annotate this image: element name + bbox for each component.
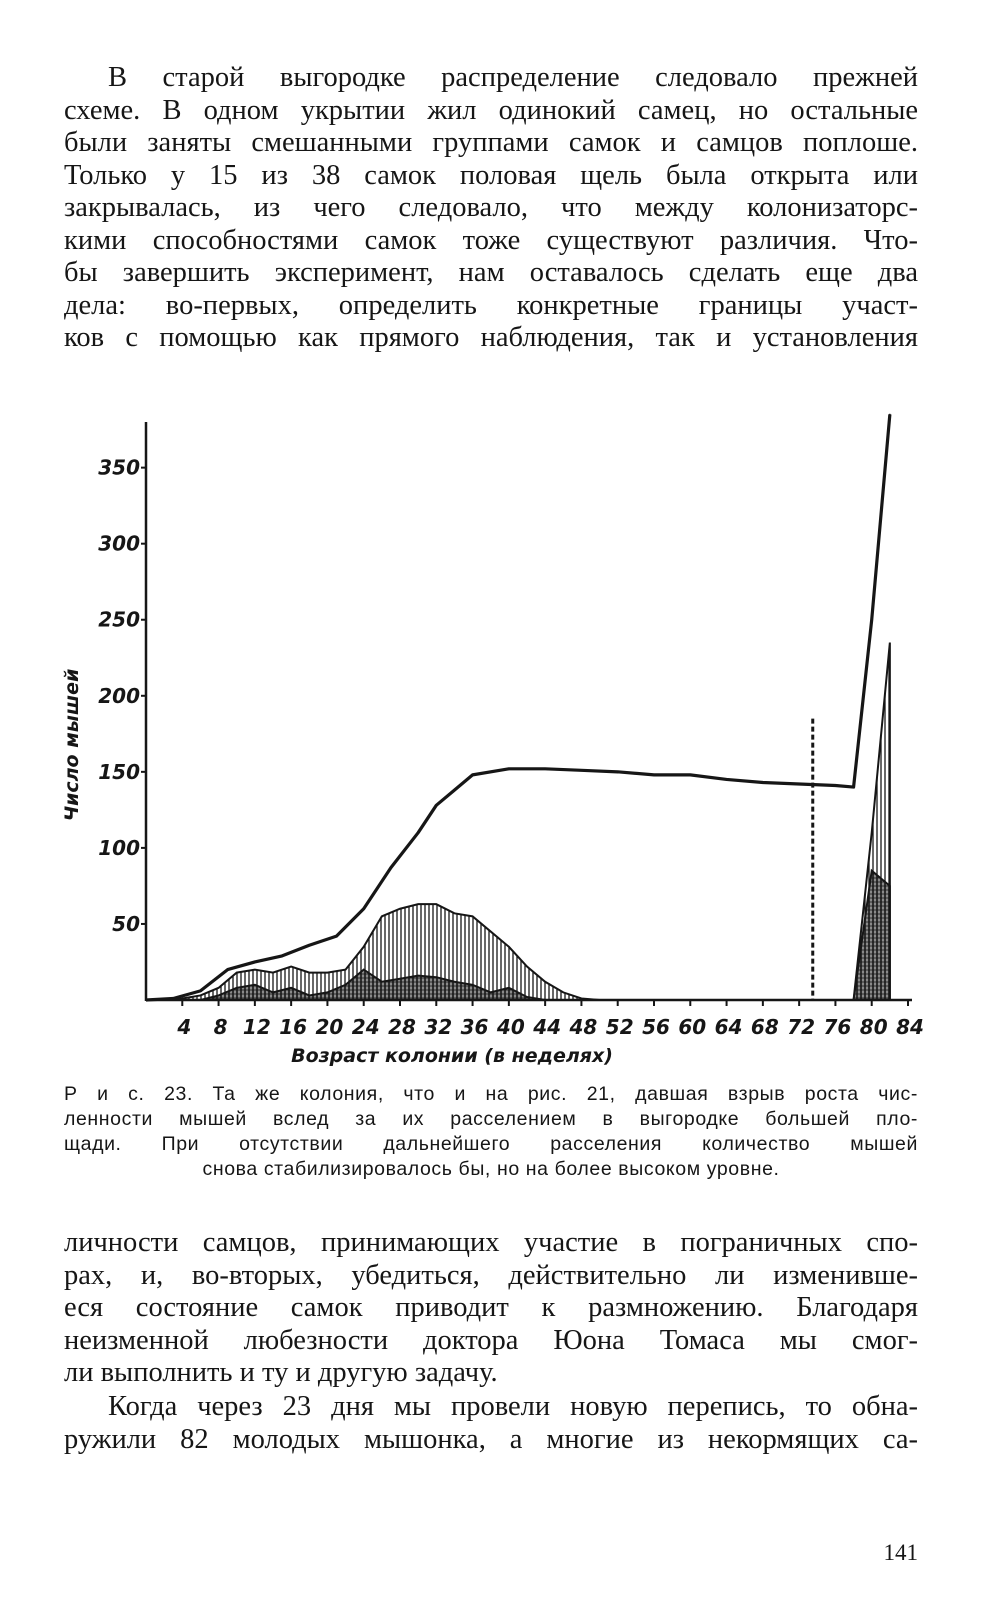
total-population-line [146, 414, 890, 1000]
x-tick-label: 32 [424, 1015, 453, 1039]
x-tick-label: 44 [533, 1015, 562, 1039]
caption-line: щади. При отсутствии дальнейшего расселения количество мышей [64, 1133, 918, 1155]
x-tick-label: 64 [714, 1015, 743, 1039]
text-line: личности самцов, принимающих участие в пограничных спо- [64, 1227, 918, 1258]
text-line: В старой выгородке распределение следовало прежней [108, 62, 918, 93]
line-point [390, 867, 392, 869]
paragraph-2 [64, 1227, 918, 1390]
line-point [308, 944, 310, 946]
x-tick-label: 12 [242, 1015, 271, 1039]
y-tick-label: 100 [98, 835, 140, 860]
x-tick-label: 24 [351, 1015, 380, 1039]
x-tick-label: 56 [642, 1015, 670, 1039]
line-point [417, 832, 419, 834]
line-point [871, 619, 873, 621]
line-point [653, 774, 655, 776]
text-line: еся состояние самок приводит к размножению. Благодаря [64, 1292, 918, 1323]
y-axis-title: Число мышей [61, 668, 83, 822]
y-tick-label: 350 [98, 455, 140, 480]
paragraph-3 [64, 1391, 918, 1456]
x-tick-label: 80 [859, 1015, 888, 1039]
text-line: рах, и, во-вторых, убедиться, действительно ли изменивше- [64, 1259, 918, 1291]
text-line: дела: во-первых, определить конкретные границы участ- [64, 289, 918, 321]
y-tick-label: 50 [112, 911, 140, 936]
paragraph-1 [64, 62, 918, 355]
x-tick-label: 52 [605, 1015, 634, 1039]
line-point [617, 771, 619, 773]
hatched-area-series [146, 643, 890, 1000]
line-point [835, 785, 837, 787]
line-point [336, 935, 338, 937]
caption-line: снова стабилизировалось бы, но на более высоком уровне. [202, 1158, 780, 1180]
y-tick-label: 150 [98, 759, 140, 784]
x-tick-label: 28 [388, 1015, 416, 1039]
text-line: ружили 82 молодых мышонка, а многие из некормящих са- [64, 1423, 918, 1455]
line-point [889, 414, 891, 416]
caption-line: Р и с. 23. Та же колония, что и на рис. 21, давшая взрыв роста чис- [64, 1083, 918, 1105]
line-point [363, 908, 365, 910]
line-point [762, 782, 764, 784]
page-number: 141 [883, 1540, 918, 1565]
line-point [508, 768, 510, 770]
x-tick-label: 48 [569, 1015, 598, 1039]
line-point [853, 786, 855, 788]
caption-line: ленности мышей вслед за их расселением в выгородке большей пло- [64, 1108, 918, 1130]
line-point [254, 961, 256, 963]
text-line: ли выполнить и ту и другую задачу. [64, 1357, 498, 1388]
x-tick-label: 16 [279, 1015, 308, 1039]
text-line: ков с помощью как прямого наблюдения, так и установления [64, 322, 918, 353]
line-point [726, 779, 728, 781]
text-line: кими способностями самок тоже существуют различия. Что- [64, 224, 918, 256]
population-chart [0, 400, 1005, 1080]
y-tick-label: 200 [98, 683, 140, 708]
line-point [581, 770, 583, 772]
text-line: схеме. В одном укрытии жил одинокий самец, но остальные [64, 94, 918, 126]
x-tick-label: 76 [823, 1015, 852, 1039]
x-axis-title: Возраст колонии (в неделях) [291, 1045, 613, 1067]
x-tick-label: 40 [496, 1015, 525, 1039]
x-tick-label: 20 [315, 1015, 344, 1039]
text-line: Когда через 23 дня мы провели новую перепись, то обна- [108, 1391, 918, 1422]
line-point [281, 955, 283, 957]
line-point [544, 768, 546, 770]
line-point [798, 783, 800, 785]
x-tick-label: 4 [177, 1015, 192, 1039]
figure-caption [64, 1082, 918, 1182]
x-tick-label: 36 [460, 1015, 489, 1039]
line-point [227, 969, 229, 971]
y-tick-label: 250 [98, 607, 140, 632]
x-tick-label: 68 [750, 1015, 779, 1039]
text-line: закрывалась, из чего следовало, что между колонизаторс- [64, 192, 918, 223]
y-tick-label: 300 [98, 531, 140, 556]
text-line: неизменной любезности доктора Юона Томаса мы смог- [64, 1324, 918, 1356]
line-point [689, 774, 691, 776]
text-line: бы завершить эксперимент, нам оставалось сделать еще два [64, 257, 918, 288]
x-tick-label: 84 [896, 1015, 924, 1039]
text-line: были заняты смешанными группами самок и самцов поплоше. [64, 127, 918, 158]
line-point [454, 789, 456, 791]
x-tick-label: 8 [213, 1015, 228, 1039]
line-point [435, 805, 437, 807]
line-point [472, 774, 474, 776]
x-tick-label: 72 [787, 1015, 816, 1039]
text-line: Только у 15 из 38 самок половая щель была открыта или [64, 159, 918, 191]
line-point [200, 990, 202, 992]
x-tick-label: 60 [678, 1015, 707, 1039]
